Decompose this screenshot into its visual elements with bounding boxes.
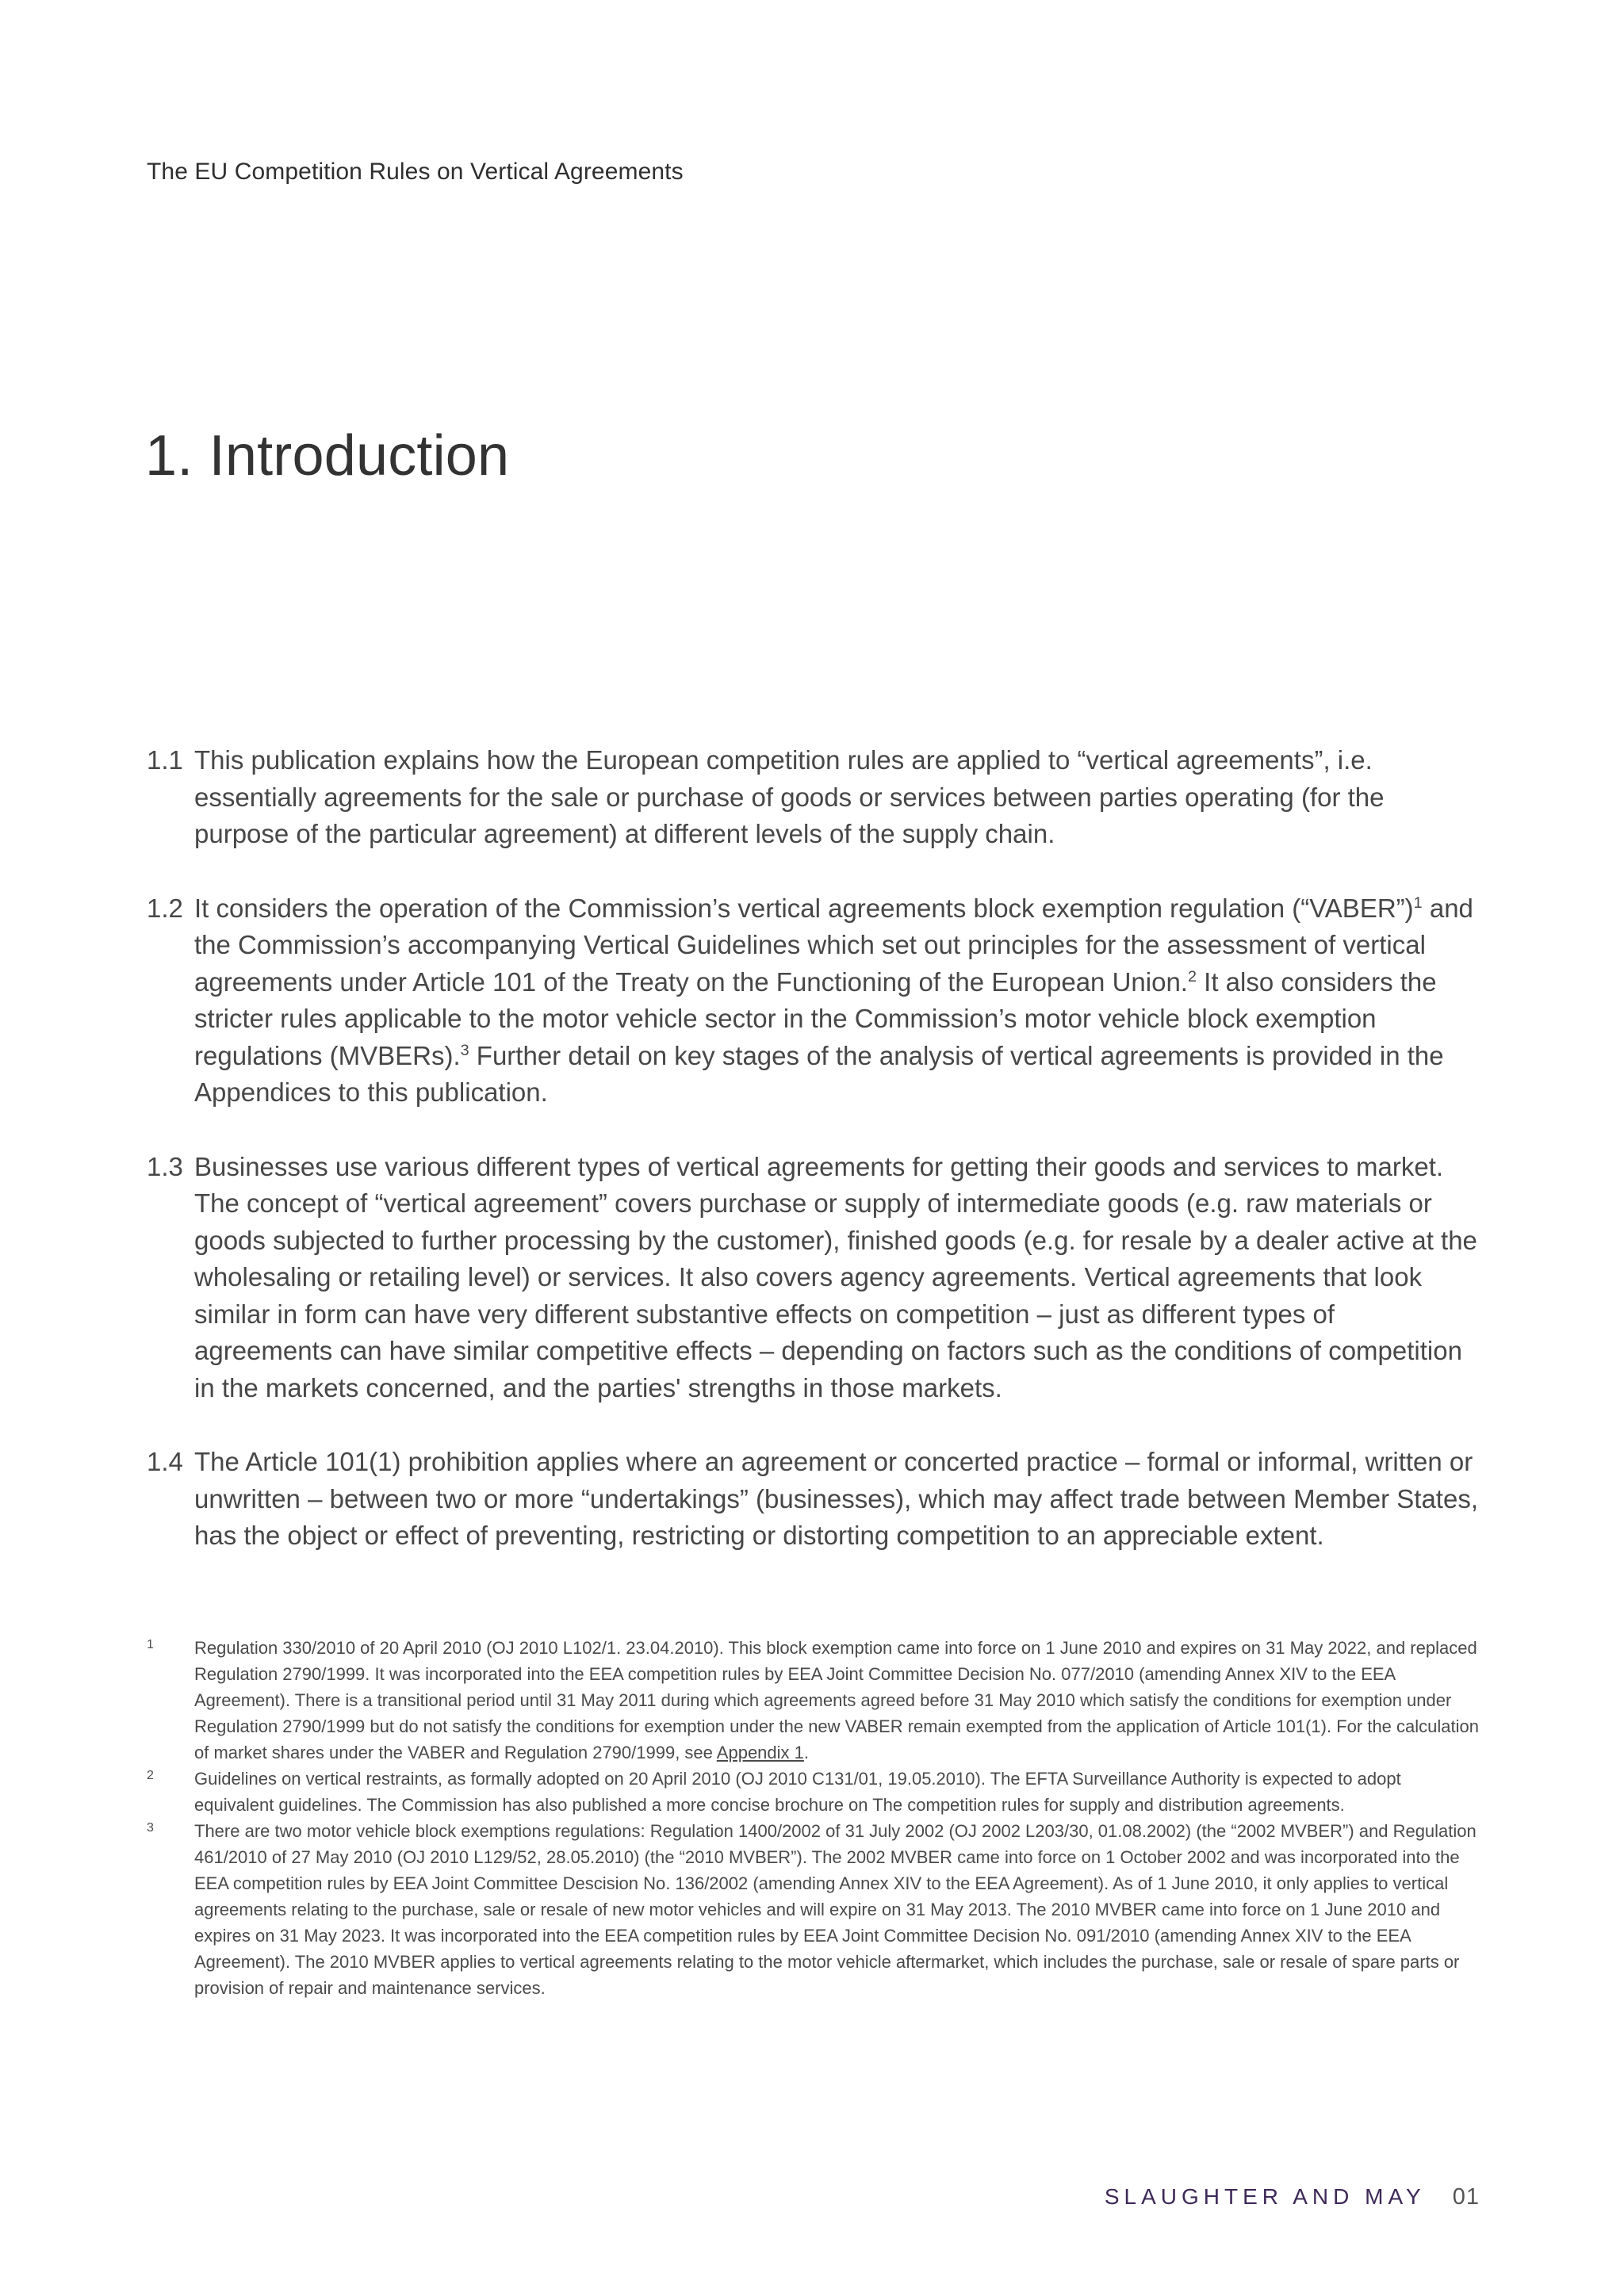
paragraph-number: 1.1 [147, 745, 183, 775]
footnote-ref-1[interactable]: 1 [1413, 894, 1423, 912]
paragraph-1-4 [147, 1444, 1479, 1555]
footnote-text-tail: . [803, 1743, 810, 1762]
paragraph-text: The Article 101(1) prohibition applies where an agreement or concerted practice – formal or informal, written or unwritten – between two or more “undertakings” (businesses), which may affect trade between Member States, has the object or effect of preventing, restricting or distorting competition to an appreciable extent. [194, 1447, 1478, 1550]
section-title: 1. Introduction [145, 424, 510, 488]
paragraph-text: Businesses use various different types of vertical agreements for getting their goods and services to market. The concept of “vertical agreement” covers purchase or supply of intermediate goods (e.g. raw materials or goods subjected to further processing by the customer), finished goods (e.g. for resale by a dealer active at the wholesaling or retailing level) or services. It also covers agency agreements. Vertical agreements that look similar in form can have very different substantive effects on competition – just as different types of agreements can have similar competitive effects – depending on factors such as the conditions of competition in the markets concerned, and the parties' strengths in those markets. [194, 1151, 1477, 1402]
brand-name: SLAUGHTER AND MAY [1104, 2184, 1426, 2209]
page-number: 01 [1452, 2184, 1480, 2210]
page-footer [1105, 2184, 1480, 2210]
paragraph-1-1 [147, 742, 1479, 853]
paragraph-number: 1.2 [147, 893, 183, 923]
appendix-1-link[interactable]: Appendix 1 [716, 1743, 804, 1762]
paragraph-text: It also considers the stricter rules applicable to the motor vehicle sector in the Commission’s motor vehicle block exemption regulations (MVBERs). [194, 966, 1437, 1070]
footnote-3 [147, 1818, 1479, 2001]
paragraph-text: Further detail on key stages of the analysis of vertical agreements is provided in the Appendices to this publication. [194, 1040, 1444, 1107]
footnotes [147, 1635, 1479, 2001]
paragraph-1-3 [147, 1149, 1479, 1407]
footnote-text: There are two motor vehicle block exemptions regulations: Regulation 1400/2002 of 31 July 2002 (OJ 2002 L203/30, 01.08.2002) (the “2002 MVBER”) and Regulation 461/2010 of 27 May 2010 (OJ 2010 L129/52, 28.05.2010) (the “2010 MVBER”). The 2002 MVBER came into force on 1 October 2002 and was incorporated into the EEA competition rules by EEA Joint Committee Descision No. 136/2002 (amending Annex XIV to the EEA Agreement). As of 1 June 2010, it only applies to vertical agreements relating to the purchase, sale or resale of new motor vehicles and will expire on 31 May 2013. The 2010 MVBER came into force on 1 June 2010 and expires on 31 May 2023. It was incorporated into the EEA competition rules by EEA Joint Committee Decision No. 091/2010 (amending Annex XIV to the EEA Agreement). The 2010 MVBER applies to vertical agreements relating to the motor vehicle aftermarket, which includes the purchase, sale or resale of spare parts or provision of repair and maintenance services. [194, 1821, 1477, 1998]
running-header: The EU Competition Rules on Vertical Agreements [147, 159, 684, 185]
paragraph-text: and the Commission’s accompanying Vertical Guidelines which set out principles for the assessment of vertical agreements under Article 101 of the Treaty on the Functioning of the European Union. [194, 893, 1473, 997]
footnote-ref-3[interactable]: 3 [460, 1041, 469, 1059]
footnote-number: 3 [147, 1821, 154, 1835]
paragraph-number: 1.3 [147, 1151, 183, 1181]
paragraph-text: This publication explains how the European competition rules are applied to “vertical agreements”, i.e. essentially agreements for the sale or purchase of goods or services between parties operating (for the purpose of the particular agreement) at different levels of the supply chain. [194, 745, 1385, 848]
footnote-1 [147, 1635, 1479, 1766]
paragraph-1-2 [147, 890, 1479, 1112]
paragraph-number: 1.4 [147, 1447, 183, 1476]
footnote-ref-2[interactable]: 2 [1187, 967, 1197, 985]
footnote-2 [147, 1766, 1479, 1818]
body-paragraphs [147, 742, 1479, 1592]
footnote-number: 1 [147, 1638, 154, 1651]
paragraph-text: It considers the operation of the Commission’s vertical agreements block exemption regulation (“VABER”) [194, 893, 1414, 923]
footnote-number: 2 [147, 1769, 154, 1782]
footnote-text: Guidelines on vertical restraints, as formally adopted on 20 April 2010 (OJ 2010 C131/01, 19.05.2010). The EFTA Surveillance Authority is expected to adopt equivalent guidelines. The Commission has also published a more concise brochure on The competition rules for supply and distribution agreements. [194, 1769, 1401, 1815]
footnote-text: Regulation 330/2010 of 20 April 2010 (OJ 2010 L102/1. 23.04.2010). This block exemption came into force on 1 June 2010 and expires on 31 May 2022, and replaced Regulation 2790/1999. It was incorporated into the EEA competition rules by EEA Joint Committee Decision No. 077/2010 (amending Annex XIV to the EEA Agreement). There is a transitional period until 31 May 2011 during which agreements agreed before 31 May 2010 which satisfy the conditions for exemption under Regulation 2790/1999 but do not satisfy the conditions for exemption under the new VABER remain exempted from the application of Article 101(1). For the calculation of market shares under the VABER and Regulation 2790/1999, see [194, 1638, 1479, 1762]
